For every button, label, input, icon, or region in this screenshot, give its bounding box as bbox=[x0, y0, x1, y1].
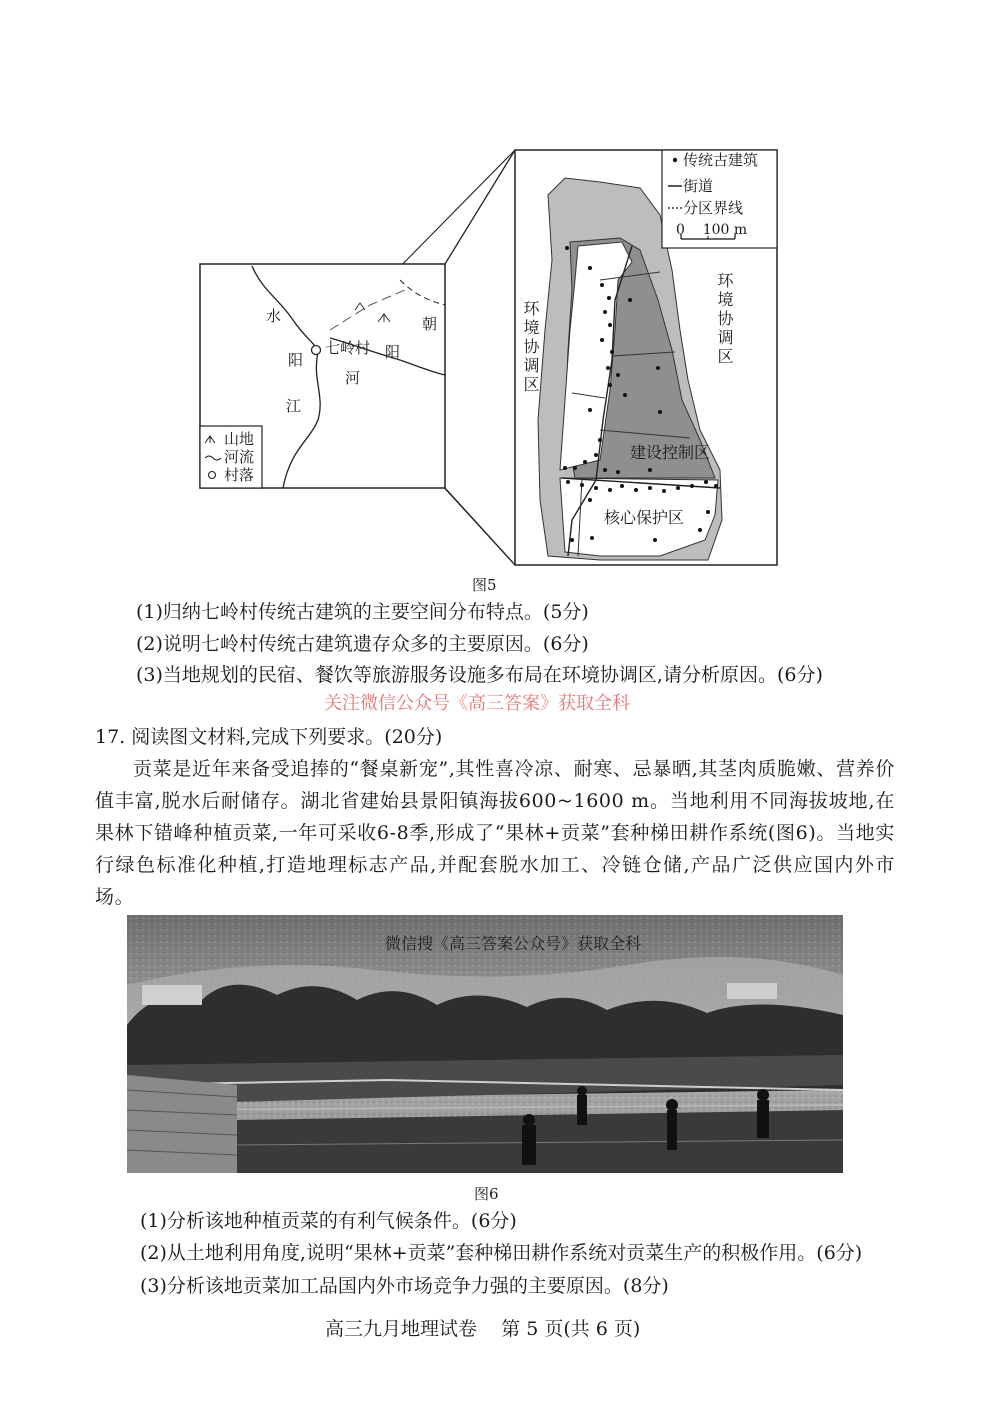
zone-label-core: 核心保护区 bbox=[604, 508, 685, 527]
q17-material: 贡菜是近年来备受追捧的“餐桌新宠”,其性喜冷凉、耐寒、忌暴晒,其茎肉质脆嫩、营养价值丰富,脱水后耐储存。湖北省建始县景阳镇海拔600~1600 m。当地利用不同海拔坡地,在果林下错峰种植贡菜,一年可采收6-8季,形成了“果林+贡菜”套种梯田耕作系统(图6)。当地实行绿色标准化种植,打造地理标志产品,并配套脱水加工、冷链仓储,产品广泛供应国内外市场。 bbox=[95, 758, 895, 908]
q17-item-2: (2)从土地利用角度,说明“果林+贡菜”套种梯田耕作系统对贡菜生产的积极作用。(6分) bbox=[140, 1242, 863, 1264]
photo-watermark: 微信搜《高三答案公众号》获取全科 bbox=[385, 934, 642, 953]
zone-label-construction: 建设控制区 bbox=[630, 443, 711, 462]
q16-item-1: (1)归纳七岭村传统古建筑的主要空间分布特点。(5分) bbox=[136, 601, 589, 623]
label-chao: 朝 bbox=[422, 315, 438, 333]
figure-5-caption: 图5 bbox=[472, 576, 497, 594]
figure-6-caption: 图6 bbox=[474, 1185, 499, 1203]
page-footer: 高三九月地理试卷 第 5 页(共 6 页) bbox=[325, 1318, 641, 1340]
q16-item-2: (2)说明七岭村传统古建筑遗存众多的主要原因。(6分) bbox=[136, 633, 589, 655]
label-yang-2: 阳 bbox=[385, 343, 401, 361]
legend-river: 河流 bbox=[224, 448, 255, 466]
q17-title: 17. 阅读图文材料,完成下列要求。(20分) bbox=[95, 726, 443, 748]
watermark-text: 关注微信公众号《高三答案》获取全科 bbox=[324, 693, 630, 714]
village-label: 七岭村 bbox=[325, 339, 371, 357]
village-marker bbox=[312, 346, 321, 355]
label-shui: 水 bbox=[266, 307, 282, 325]
legend-street: 街道 bbox=[683, 177, 714, 195]
q17-item-3: (3)分析该地贡菜加工品国内外市场竞争力强的主要原因。(8分) bbox=[140, 1275, 669, 1297]
q16-item-3: (3)当地规划的民宿、餐饮等旅游服务设施多布局在环境协调区,请分析原因。(6分) bbox=[136, 664, 823, 686]
q17-item-1: (1)分析该地种植贡菜的有利气候条件。(6分) bbox=[140, 1210, 517, 1232]
zone-label-env-left: 环境协调区 bbox=[521, 300, 540, 395]
label-jiang: 江 bbox=[286, 397, 302, 415]
label-yang-1: 阳 bbox=[288, 351, 304, 369]
figure-6-photo bbox=[127, 915, 843, 1173]
legend-village: 村落 bbox=[224, 466, 255, 484]
figure-5 bbox=[0, 0, 992, 600]
legend-zone-line: 分区界线 bbox=[683, 199, 744, 217]
legend-building: 传统古建筑 bbox=[683, 151, 759, 169]
legend-scale: 0 100 m bbox=[676, 222, 748, 238]
zone-label-env-right: 环境协调区 bbox=[715, 272, 734, 367]
label-he: 河 bbox=[345, 369, 361, 387]
legend-mountain: 山地 bbox=[224, 430, 255, 448]
figure-5-graphic bbox=[0, 0, 992, 600]
